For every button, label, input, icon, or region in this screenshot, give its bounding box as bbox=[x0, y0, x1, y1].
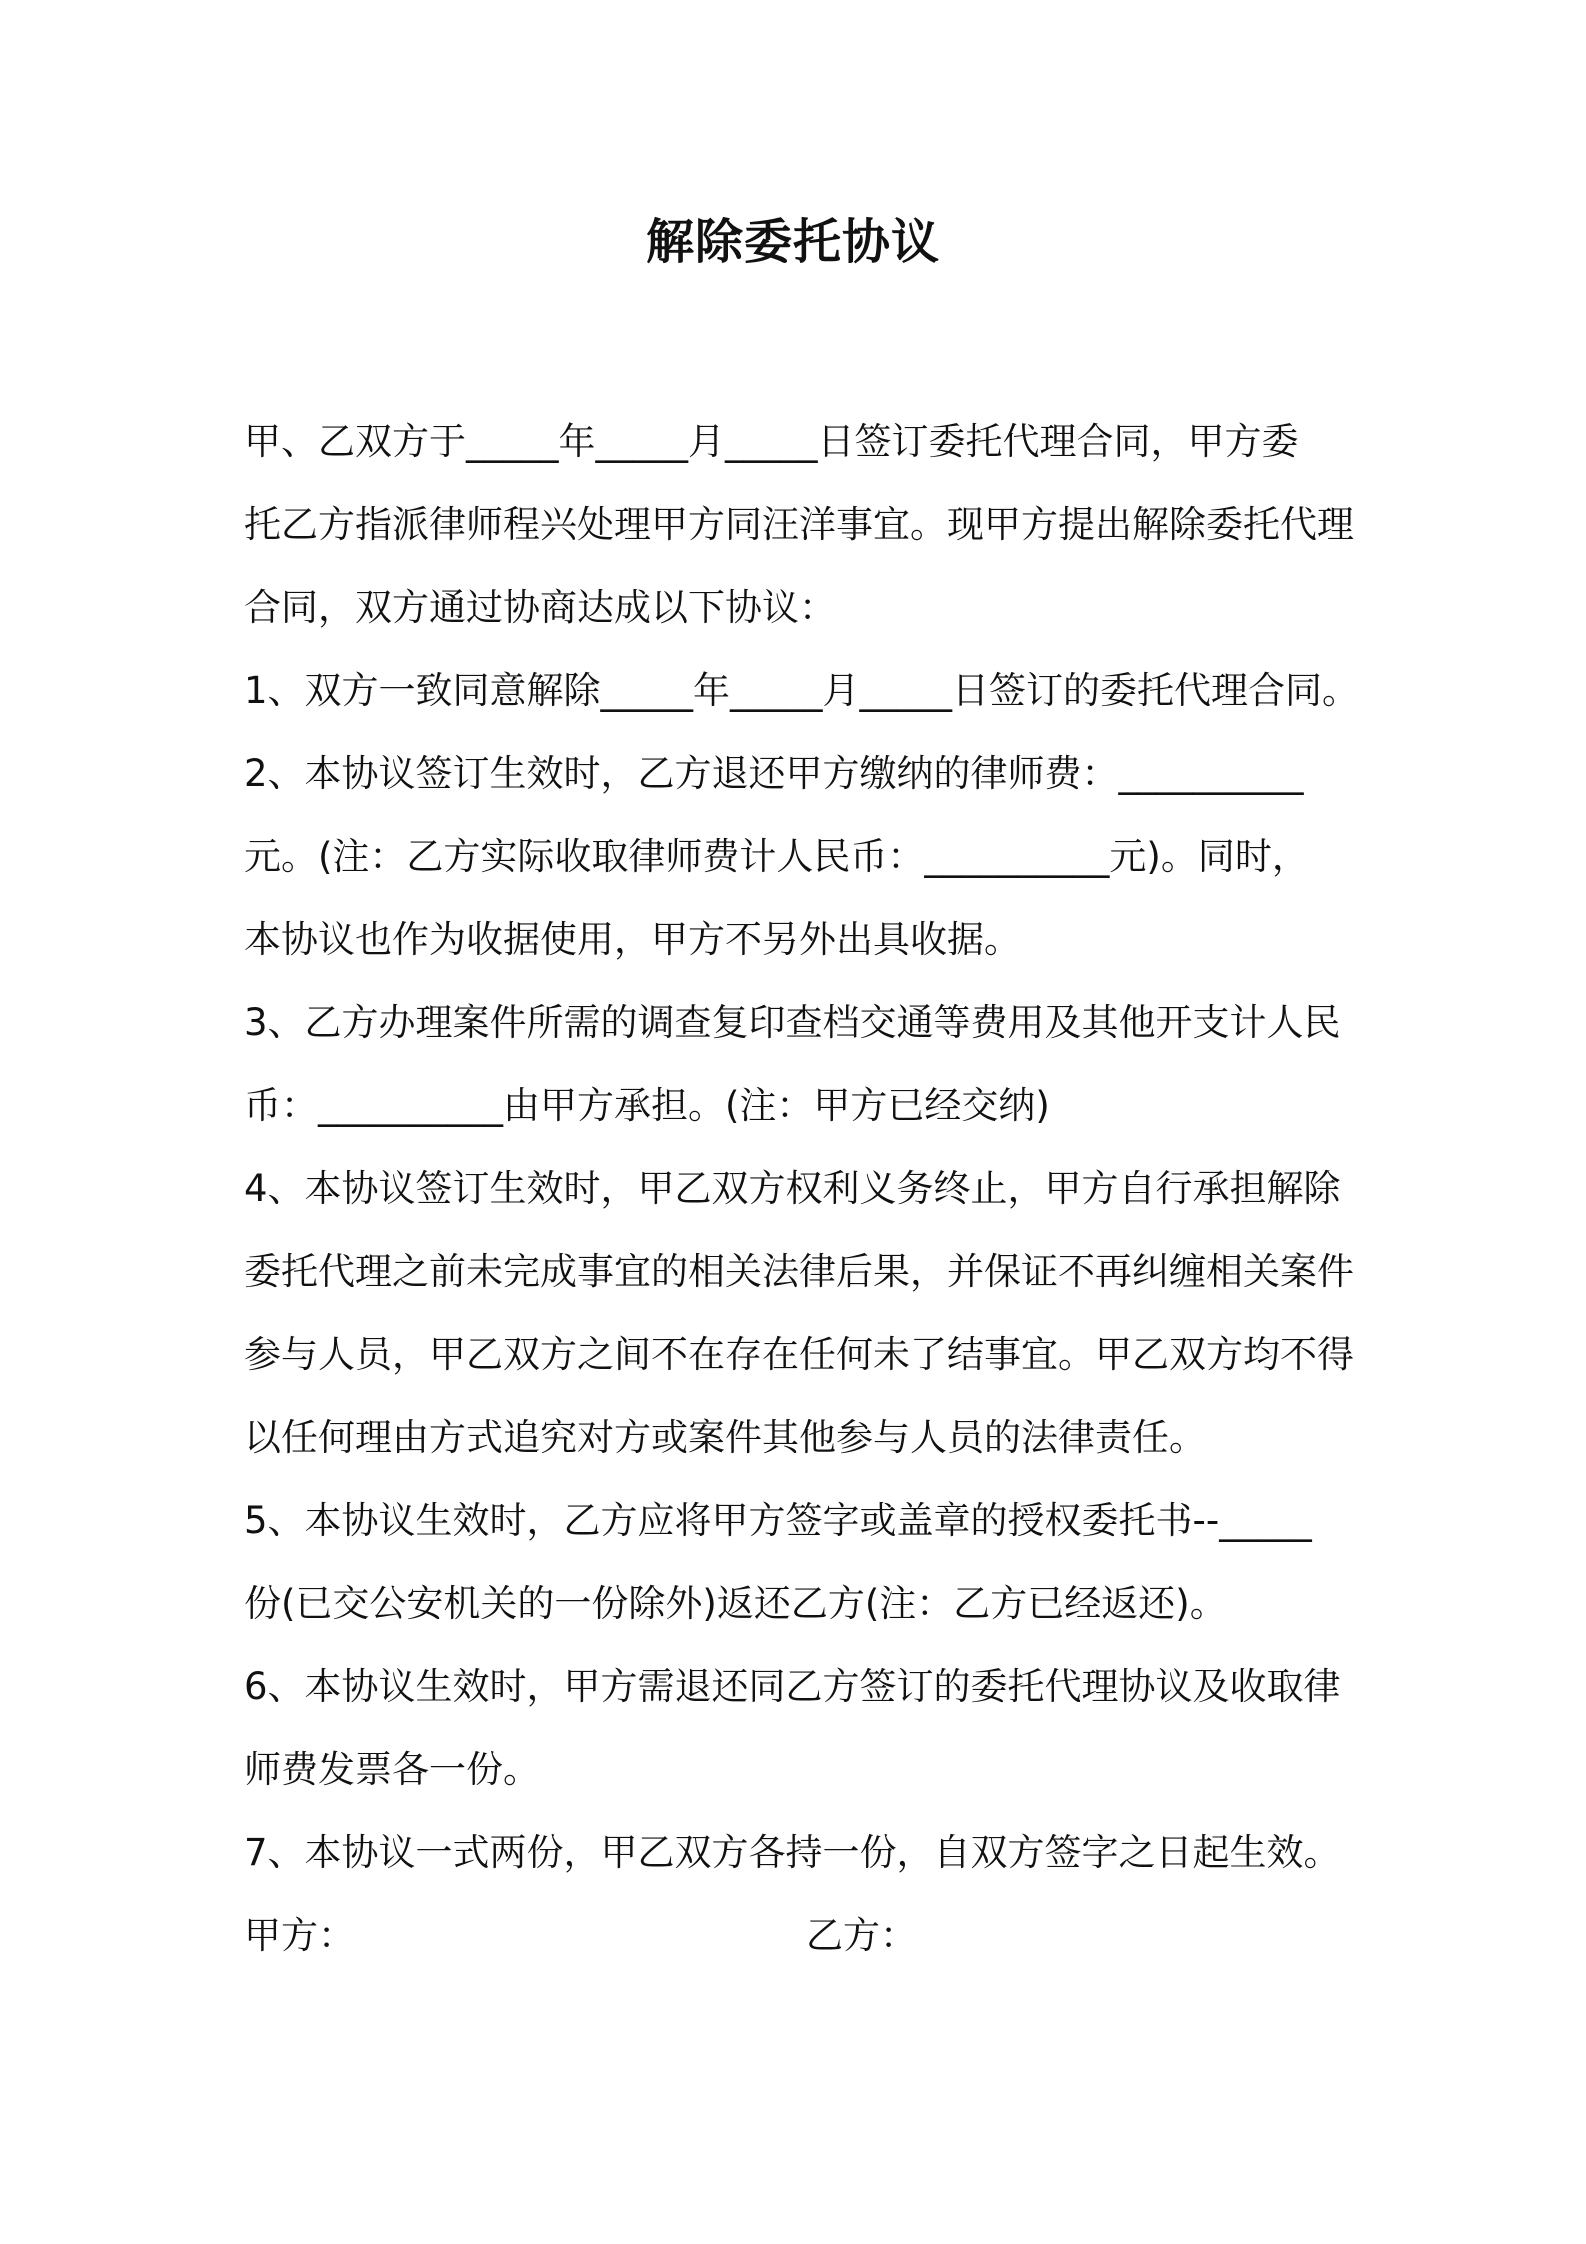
clause-3-line: 3、乙方办理案件所需的调查复印查档交通等费用及其他开支计人民 bbox=[244, 1001, 1341, 1044]
party-a-signature-label: 甲方： bbox=[244, 1914, 355, 1957]
clause-2-line: 元。(注：乙方实际收取律师费计人民币：__________元)。同时， bbox=[244, 835, 1309, 878]
clause-5-line: 份(已交公安机关的一份除外)返还乙方(注：乙方已经返还)。 bbox=[244, 1582, 1227, 1625]
body-line: 甲、乙双方于_____年_____月_____日签订委托代理合同，甲方委 bbox=[244, 420, 1299, 463]
clause-4-line: 以任何理由方式追究对方或案件其他参与人员的法律责任。 bbox=[244, 1416, 1206, 1459]
clause-2-line: 本协议也作为收据使用，甲方不另外出具收据。 bbox=[244, 918, 1021, 961]
clause-4-line: 参与人员，甲乙双方之间不在存在任何未了结事宜。甲乙双方均不得 bbox=[244, 1333, 1354, 1376]
clause-4-line: 委托代理之前未完成事宜的相关法律后果，并保证不再纠缠相关案件 bbox=[244, 1250, 1354, 1293]
document-title: 解除委托协议 bbox=[645, 214, 940, 270]
clause-7-line: 7、本协议一式两份，甲乙双方各持一份，自双方签字之日起生效。 bbox=[244, 1831, 1341, 1874]
clause-6-line: 师费发票各一份。 bbox=[244, 1748, 540, 1791]
document-body bbox=[244, 400, 1374, 1977]
clause-1-line: 1、双方一致同意解除_____年_____月_____日签订的委托代理合同。 bbox=[244, 669, 1360, 712]
signature-row bbox=[244, 1894, 1374, 1977]
clause-5-line: 5、本协议生效时，乙方应将甲方签字或盖章的授权委托书--_____ bbox=[244, 1499, 1312, 1542]
clause-4-line: 4、本协议签订生效时，甲乙双方权利义务终止，甲方自行承担解除 bbox=[244, 1167, 1341, 1210]
body-line: 合同，双方通过协商达成以下协议： bbox=[244, 586, 836, 629]
clause-6-line: 6、本协议生效时，甲方需退还同乙方签订的委托代理协议及收取律 bbox=[244, 1665, 1341, 1708]
clause-2-line: 2、本协议签订生效时，乙方退还甲方缴纳的律师费：__________ bbox=[244, 752, 1304, 795]
body-line: 托乙方指派律师程兴处理甲方同汪洋事宜。现甲方提出解除委托代理 bbox=[244, 503, 1354, 546]
party-b-signature-label: 乙方： bbox=[806, 1914, 917, 1957]
clause-3-line: 币：__________由甲方承担。(注：甲方已经交纳) bbox=[244, 1084, 1050, 1127]
